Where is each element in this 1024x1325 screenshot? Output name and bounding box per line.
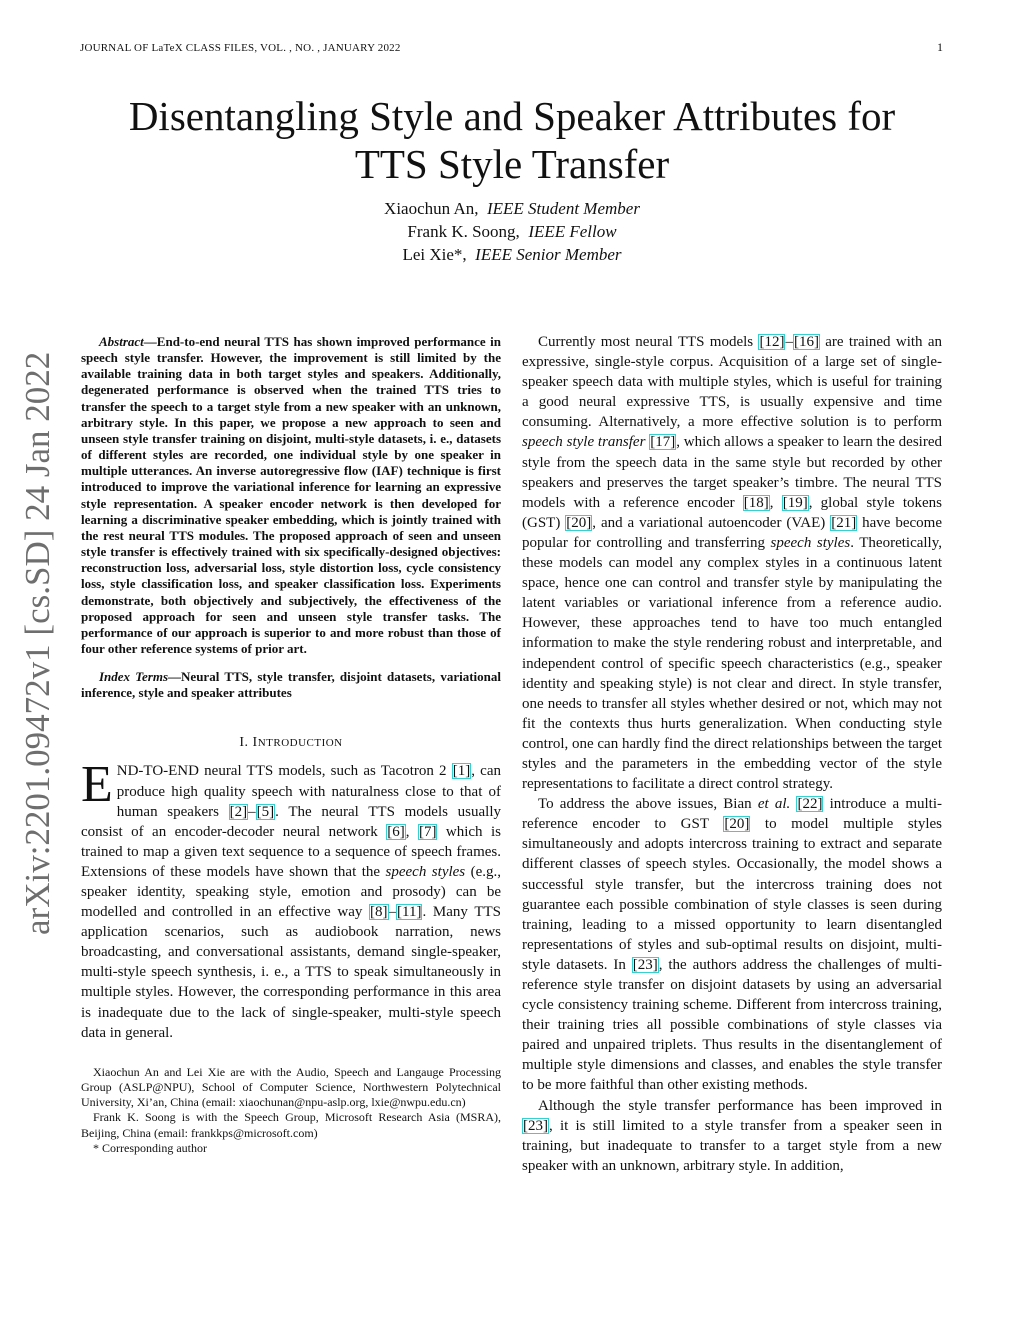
abstract-text: —End-to-end neural TTS has shown improved performance in speech style transfer. However, the improvement is still limited by the available training data in both target styles and speakers. Additionally, degenerated performance is observed when the trained TTS tries to transfer the speech to a target style from a new speaker with an unknown, arbitrary style. In this paper, we propose a new approach to seen and unseen style transfer training on disjoint, multi-style datasets, i. e., datasets of different styles are recorded, one individual style by one speaker in multiple utterances. An inverse autoregressive flow (IAF) technique is first introduced to improve the variational inference for learning an expressive style representation. A speaker encoder network is then developed for learning a discriminative speaker embedding, which is jointly trained with the rest neural TTS modules. The proposed approach of seen and unseen style transfer is effectively trained with six specifically-designed objectives: reconstruction loss, adversarial loss, style distortion loss, cycle consistency loss, style classification loss, and speaker classification loss. Experiments demonstrate, both objectively and subjectively, the effectiveness of the proposed approach for seen and unseen style transfer tasks. The performance of our approach is superior to and more robust than those of four other reference systems of prior art. [81, 334, 501, 656]
citation-link[interactable]: [23] [632, 956, 658, 973]
citation-link[interactable]: [17] [650, 434, 676, 451]
emphasis: speech styles [385, 863, 466, 880]
text-run: . Theoretically, these models can model any complex styles in a continuous latent space, hence one can control and transfer style by manipulating the latent variables or variational inference from a reference audio. However, these approaches tend to have too much entangled information to make the style rendering robust and interpretable, and independent control of specific speech characteristics (e.g., speaker identity and speaking style) is not clear and direct. In style transfer, one needs to transfer all styles whether desired or not, which may not fit the contexts thus hurts generalization. When conducting style control, one can hardly find the direct relationships between the target styles and the parameters in the embedding vector of the style representations to facilitate a direct control strategy. [522, 534, 943, 793]
text-run: – [785, 334, 793, 350]
citation-link[interactable]: [2] [229, 803, 248, 820]
text-run: , [769, 494, 782, 511]
section-numeral: I. [239, 735, 249, 751]
author-2 [0, 220, 1024, 243]
text-run: introduce a multi-reference encoder to GST [522, 796, 942, 833]
author-3 [0, 243, 1024, 266]
author-name: Xiaochun An, [384, 199, 479, 218]
footnote-affiliation-2: Frank K. Soong is with the Speech Group, Microsoft Research Asia (MSRA), Beijing, China (email: frankkps@microsoft.com) [81, 1110, 501, 1140]
citation-link[interactable]: [21] [831, 514, 857, 531]
citation-link[interactable]: [20] [566, 514, 592, 531]
section-title-initial: I [252, 735, 258, 751]
title-line-2: TTS Style Transfer [354, 141, 670, 187]
emphasis: speech styles [770, 534, 851, 551]
abstract [81, 334, 501, 657]
section-heading-introduction [81, 735, 501, 751]
text-run: Currently most neural TTS models [538, 334, 759, 350]
text-run: , the authors address the challenges of multi-reference style transfer on disjoint datasets by using an adversarial cycle consistency training scheme. Different from intercross training, their training tries all possible combinations of style classes via paired and unpaired triplets. Thus results in the disentanglement of multiple style dimensions and classes, and enables the style transfer to be more faithful than other existing methods. [522, 956, 943, 1094]
text-run: have become popular for controlling and transferring [522, 514, 943, 551]
text-run: . The neural TTS models usually consist of an encoder-decoder neural network [81, 803, 501, 840]
left-column [81, 334, 501, 1156]
citation-link[interactable]: [8] [370, 904, 388, 921]
text-run: Although the style transfer performance has been improved in [538, 1097, 942, 1114]
citation-link[interactable]: [20] [724, 816, 750, 833]
index-terms-label: Index Terms [99, 669, 169, 685]
citation-link[interactable]: [23] [523, 1117, 548, 1134]
right-paragraph-3 [522, 1096, 942, 1176]
text-run: to model multiple styles simultaneously and adopts intercross training to extract and separate different classes of speech styles. Occasionally, the model shows a successful style transfer, but the intercross training does not guarantee each possible combination of style classes is seen during training, leading to a missed opportunity to learn disentangled representations of styles and sub-optimal results on disjoint, multi-style datasets. In [522, 816, 942, 973]
author-role: IEEE Senior Member [475, 245, 622, 264]
abstract-label: Abstract [99, 334, 144, 349]
author-name: Frank K. Soong, [407, 222, 520, 241]
citation-link[interactable]: [16] [793, 334, 819, 350]
citation-link[interactable]: [7] [418, 823, 437, 840]
author-role: IEEE Student Member [486, 199, 640, 218]
text-run: , can produce high quality speech with naturalness close to that of human speakers [116, 763, 501, 820]
emphasis: et al. [757, 796, 791, 813]
drop-cap: E [81, 756, 113, 814]
intro-paragraph-1 [81, 756, 502, 1042]
arxiv-stamp: arXiv:2201.09472v1 [cs.SD] 24 Jan 2022 [18, 351, 57, 935]
running-header: JOURNAL OF LaTeX CLASS FILES, VOL. , NO. , JANUARY 2022 [80, 42, 401, 54]
page-number: 1 [937, 40, 943, 54]
footnotes [81, 1065, 501, 1156]
footnote-corresponding: * Corresponding author [93, 1140, 207, 1155]
author-name: Lei Xie*, [402, 245, 467, 264]
right-paragraph-2 [522, 794, 942, 1095]
citation-link[interactable]: [22] [797, 796, 823, 813]
text-run: , it is still limited to a style transfer from a speaker seen in training, but inadequate to transfer to a target style from a new speaker with an unknown, arbitrary style. In addition, [522, 1117, 942, 1174]
text-run: , and a variational autoencoder (VAE) [592, 514, 831, 531]
text-run: – [248, 803, 256, 820]
title-line-1: Disentangling Style and Speaker Attributes for [128, 93, 896, 139]
section-title-rest: NTRODUCTION [257, 737, 343, 750]
author-1 [0, 197, 1024, 220]
text-run: . Many TTS application scenarios, such as audiobook narration, news broadcasting, and conversational assistants, demand single-speaker, multi-style speech synthesis, i. e., a TTS to speak simultaneously in multiple styles. However, the corresponding performance in this area is inadequate due to the lack of single-speaker, multi-style speech data in general. [81, 904, 501, 1041]
index-terms-text: —Neural TTS, style transfer, disjoint datasets, variational inference, style and speaker attributes [81, 669, 501, 701]
paper-title [0, 92, 1024, 188]
text-run: , global style tokens (GST) [522, 494, 943, 531]
text-run: ND-TO-END neural TTS models, such as Tacotron 2 [116, 763, 452, 780]
text-run: , [405, 823, 418, 840]
right-column [522, 332, 942, 1176]
author-list [0, 197, 1024, 266]
text-run: which is trained to map a given text sequence to a sequence of speech frames. Extensions of these models have shown that the [81, 823, 502, 880]
index-terms [81, 669, 501, 701]
citation-link[interactable]: [11] [397, 904, 422, 921]
text-run: (e.g., speaker identity, speaking style, emotion and prosody) can be modelled and controlled in an effective way [81, 863, 502, 921]
citation-link[interactable]: [18] [743, 494, 769, 511]
citation-link[interactable]: [12] [759, 334, 785, 350]
footnote-affiliation-1: Xiaochun An and Lei Xie are with the Audio, Speech and Langauge Processing Group (ASLP@NPU), School of Computer Science, Northwestern Polytechnical University, Xi’an, China (email: xiaochunan@npu-aslp.org, lxie@nwpu.edu.cn) [81, 1064, 501, 1110]
text-run: , which allows a speaker to learn the desired style from the speech data in the same style but recorded by other speakers and preserves the target speaker’s timbre. The neural TTS models with a reference encoder [522, 434, 942, 511]
text-run: – [388, 904, 397, 921]
text-run: To address the above issues, Bian [538, 796, 758, 813]
citation-link[interactable]: [1] [452, 763, 471, 780]
text-run: are trained with an expressive, single-style corpus. Acquisition of a large set of single-speaker speech data with multiple styles, which is useful for training a good neural expressive TTS, is usually expensive and time consuming. Alternatively, a more effective solution is to perform [522, 334, 942, 431]
citation-link[interactable]: [19] [782, 494, 808, 511]
author-role: IEEE Fellow [528, 222, 617, 241]
citation-link[interactable]: [5] [256, 803, 275, 820]
right-paragraph-1 [522, 332, 942, 794]
emphasis: speech style transfer [522, 434, 646, 451]
citation-link[interactable]: [6] [387, 823, 405, 840]
